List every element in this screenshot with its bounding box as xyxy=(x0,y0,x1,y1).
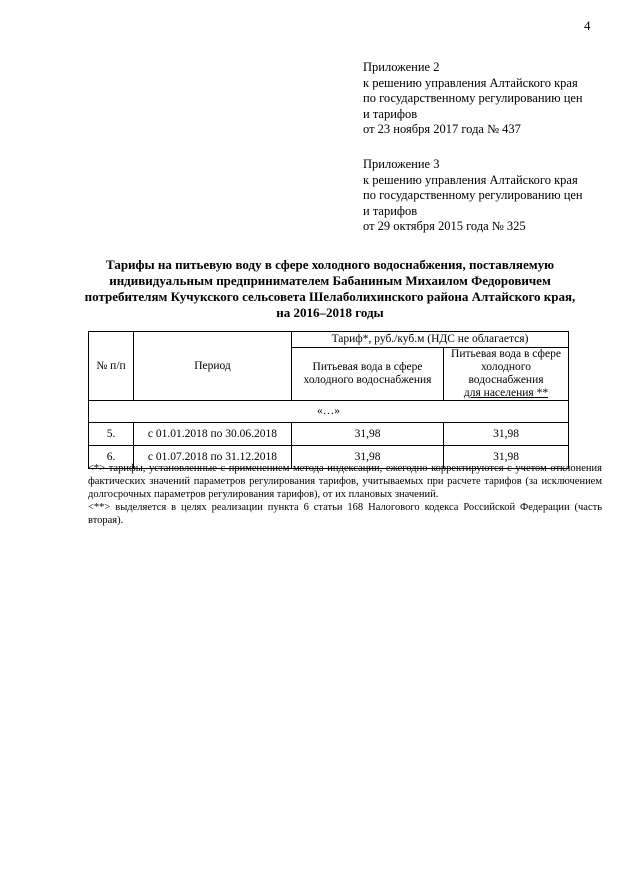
header-period: Период xyxy=(134,332,292,401)
header-drinking-water xyxy=(292,348,444,401)
appendix-line: по государственному регулированию цен xyxy=(363,188,583,202)
tariff-table xyxy=(88,331,569,469)
header-num: № п/п xyxy=(89,332,134,401)
appendix-line: от 29 октября 2015 года № 325 xyxy=(363,219,526,233)
table-row-ellipsis xyxy=(89,401,569,423)
table-row xyxy=(89,423,569,446)
appendix-line: к решению управления Алтайского края xyxy=(363,75,578,90)
header-line: Питьевая вода в сфере xyxy=(312,361,423,373)
title-line: Тарифы на питьевую воду в сфере холодного водоснабжения, поставляемую xyxy=(105,257,555,272)
title-line: потребителям Кучукского сельсовета Шелаболихинского района Алтайского края, xyxy=(84,289,576,304)
appendix-line: Приложение 3 xyxy=(363,157,440,171)
table-header-row xyxy=(89,332,569,348)
header-drinking-water-population xyxy=(444,348,569,401)
cell-num: 6. xyxy=(89,446,134,469)
footnote-1: <*> тарифы, установленные с применением метода индексации, ежегодно корректируются с учетом отклонения фактических значений параметров регулирования тарифов, учитываемых при расчете тарифов (за исключением долгосрочных параметров регулирования тарифов), от их плановых значений. xyxy=(88,463,602,500)
cell-tariff-population: 31,98 xyxy=(444,446,569,469)
appendix-line: и тарифов xyxy=(363,106,418,121)
footnotes xyxy=(88,462,602,527)
header-line: Питьевая вода в сфере xyxy=(451,348,561,360)
appendix-line: от 23 ноября 2017 года № 437 xyxy=(363,122,521,136)
cell-tariff: 31,98 xyxy=(292,446,444,469)
header-line: холодного водоснабжения xyxy=(303,374,432,386)
appendix-3-header xyxy=(363,157,583,235)
header-tariff-group: Тариф*, руб./куб.м (НДС не облагается) xyxy=(292,332,569,348)
ellipsis-cell: «…» xyxy=(89,401,569,423)
cell-period: с 01.07.2018 по 31.12.2018 xyxy=(134,446,292,469)
page-number: 4 xyxy=(584,18,591,33)
cell-num: 5. xyxy=(89,423,134,446)
appendix-line: к решению управления Алтайского края xyxy=(363,172,578,187)
header-line-underlined: для населения ** xyxy=(463,387,549,399)
cell-period: с 01.01.2018 по 30.06.2018 xyxy=(134,423,292,446)
appendix-line: по государственному регулированию цен xyxy=(363,91,583,105)
appendix-line: Приложение 2 xyxy=(363,60,440,74)
appendix-line: и тарифов xyxy=(363,203,418,218)
appendix-2-header xyxy=(363,60,583,138)
footnote-2: <**> выделяется в целях реализации пункта 6 статьи 168 Налогового кодекса Российской Федерации (часть вторая). xyxy=(88,502,602,526)
title-line: на 2016–2018 годы xyxy=(276,305,384,320)
document-title xyxy=(40,257,620,321)
header-line: холодного водоснабжения xyxy=(468,361,544,386)
cell-tariff: 31,98 xyxy=(292,423,444,446)
title-line: индивидуальным предпринимателем Бабаниным Михаилом Федоровичем xyxy=(109,273,551,288)
cell-tariff-population: 31,98 xyxy=(444,423,569,446)
